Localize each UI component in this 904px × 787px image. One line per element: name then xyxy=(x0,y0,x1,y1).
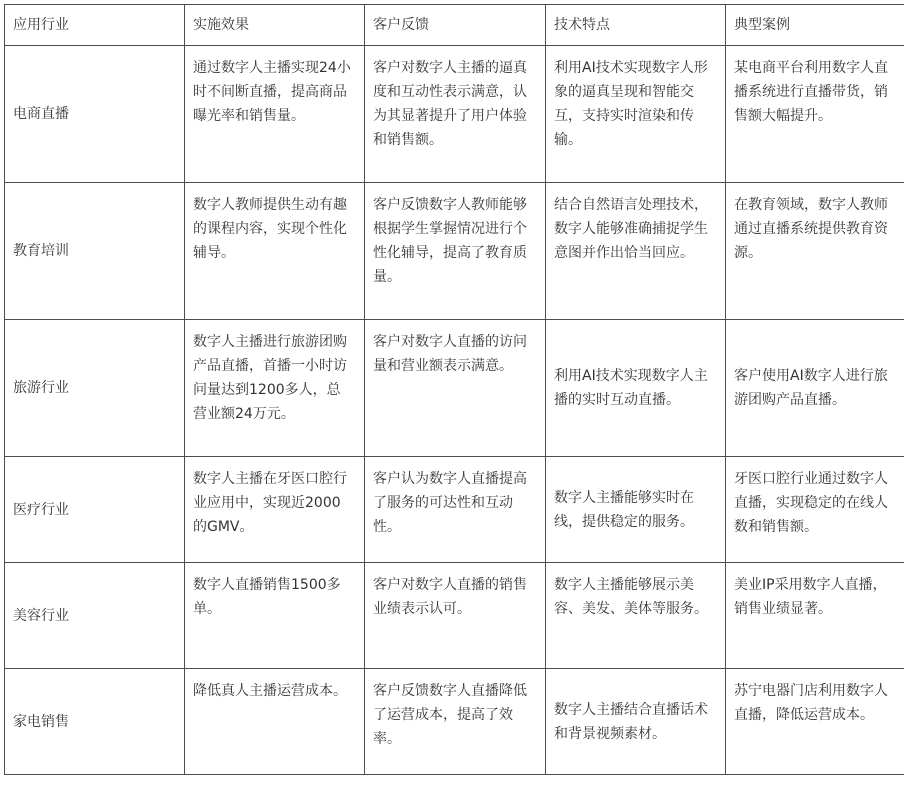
cell-tech: 结合自然语言处理技术，数字人能够准确捕捉学生意图并作出恰当回应。 xyxy=(546,183,726,320)
cell-tech: 利用AI技术实现数字人主播的实时互动直播。 xyxy=(546,320,726,457)
cell-tech: 数字人主播能够展示美容、美发、美体等服务。 xyxy=(546,563,726,669)
cell-case: 客户使用AI数字人进行旅游团购产品直播。 xyxy=(726,320,904,457)
table-row xyxy=(5,457,904,563)
cell-feedback: 客户对数字人主播的逼真度和互动性表示满意，认为其显著提升了用户体验和销售额。 xyxy=(365,46,546,183)
cell-tech: 利用AI技术实现数字人形象的逼真呈现和智能交互，支持实时渲染和传输。 xyxy=(546,46,726,183)
table-row xyxy=(5,669,904,775)
cell-industry: 医疗行业 xyxy=(5,457,185,563)
header-case: 典型案例 xyxy=(726,5,904,46)
cell-feedback: 客户认为数字人直播提高了服务的可达性和互动性。 xyxy=(365,457,546,563)
cell-case: 美业IP采用数字人直播，销售业绩显著。 xyxy=(726,563,904,669)
cell-feedback: 客户反馈数字人直播降低了运营成本，提高了效率。 xyxy=(365,669,546,775)
table-row xyxy=(5,563,904,669)
cell-industry: 美容行业 xyxy=(5,563,185,669)
table-row xyxy=(5,46,904,183)
cell-feedback: 客户对数字人直播的销售业绩表示认可。 xyxy=(365,563,546,669)
table-row xyxy=(5,183,904,320)
cell-industry: 家电销售 xyxy=(5,669,185,775)
cell-industry: 电商直播 xyxy=(5,46,185,183)
cell-case: 在教育领域，数字人教师通过直播系统提供教育资源。 xyxy=(726,183,904,320)
cell-case: 苏宁电器门店利用数字人直播，降低运营成本。 xyxy=(726,669,904,775)
table-row xyxy=(5,320,904,457)
cell-effect: 降低真人主播运营成本。 xyxy=(185,669,365,775)
cell-industry: 教育培训 xyxy=(5,183,185,320)
header-feedback: 客户反馈 xyxy=(365,5,546,46)
header-industry: 应用行业 xyxy=(5,5,185,46)
cell-feedback: 客户对数字人直播的访问量和营业额表示满意。 xyxy=(365,320,546,457)
cell-case: 某电商平台利用数字人直播系统进行直播带货，销售额大幅提升。 xyxy=(726,46,904,183)
header-tech: 技术特点 xyxy=(546,5,726,46)
cell-effect: 通过数字人主播实现24小时不间断直播，提高商品曝光率和销售量。 xyxy=(185,46,365,183)
cell-industry: 旅游行业 xyxy=(5,320,185,457)
cell-case: 牙医口腔行业通过数字人直播，实现稳定的在线人数和销售额。 xyxy=(726,457,904,563)
cell-effect: 数字人直播销售1500多单。 xyxy=(185,563,365,669)
cell-effect: 数字人主播进行旅游团购产品直播，首播一小时访问量达到1200多人，总营业额24万元。 xyxy=(185,320,365,457)
cell-effect: 数字人主播在牙医口腔行业应用中，实现近2000的GMV。 xyxy=(185,457,365,563)
table-header-row xyxy=(5,5,904,46)
cell-tech: 数字人主播结合直播话术和背景视频素材。 xyxy=(546,669,726,775)
cell-feedback: 客户反馈数字人教师能够根据学生掌握情况进行个性化辅导，提高了教育质量。 xyxy=(365,183,546,320)
header-effect: 实施效果 xyxy=(185,5,365,46)
application-cases-table xyxy=(4,4,904,775)
cell-tech: 数字人主播能够实时在线，提供稳定的服务。 xyxy=(546,457,726,563)
cell-effect: 数字人教师提供生动有趣的课程内容，实现个性化辅导。 xyxy=(185,183,365,320)
